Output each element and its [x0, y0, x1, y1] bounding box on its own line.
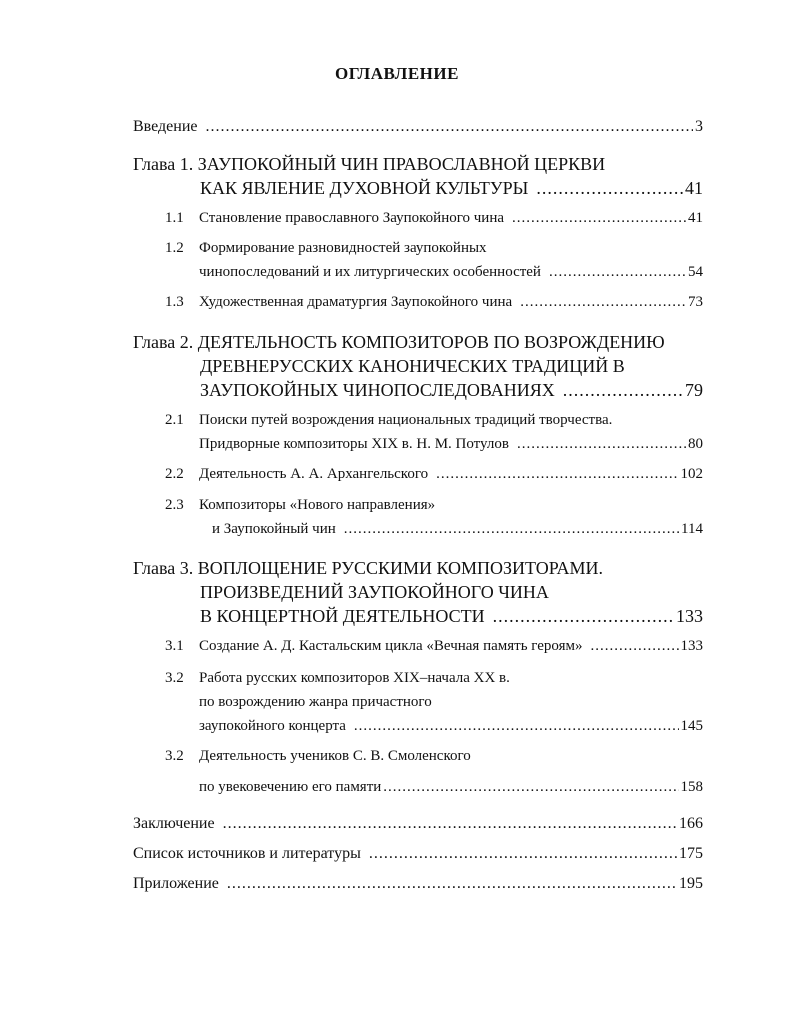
toc-section-2-3-end[interactable] — [212, 521, 703, 543]
toc-entry-intro[interactable] — [133, 118, 703, 140]
chapter-3-title-line-2: ПРОИЗВЕДЕНИЙ ЗАУПОКОЙНОГО ЧИНА — [200, 582, 549, 602]
dot-leader — [223, 815, 677, 833]
toc-section-1-2-heading[interactable] — [165, 240, 487, 262]
page-number: 166 — [679, 815, 703, 832]
section-title-line-3: заупокойного концерта — [199, 718, 346, 734]
page-number: 41 — [688, 210, 703, 226]
section-number: 3.1 — [165, 638, 184, 654]
chapter-title-line-2: КАК ЯВЛЕНИЕ ДУХОВНОЙ КУЛЬТУРЫ — [200, 178, 529, 198]
chapter-title-line-1: ДЕЯТЕЛЬНОСТЬ КОМПОЗИТОРОВ ПО ВОЗРОЖДЕНИЮ — [197, 332, 665, 352]
chapter-number: Глава 2. — [133, 332, 194, 352]
toc-section-3-2-heading[interactable] — [165, 670, 510, 692]
page-number: 102 — [680, 466, 703, 482]
toc-entry-appendix[interactable] — [133, 875, 703, 897]
chapter-1-title-end[interactable] — [200, 178, 703, 200]
entry-text: Заключение — [133, 815, 215, 832]
toc-section-1-3[interactable] — [165, 294, 703, 316]
section-title-line-1: Работа русских композиторов XIX–начала XX в. — [199, 670, 510, 686]
page-title: ОГЛАВЛЕНИЕ — [335, 64, 459, 83]
page-number: 158 — [680, 779, 703, 795]
section-title-line-2: Придворные композиторы XIX в. Н. М. Потулов — [199, 436, 509, 452]
page-number: 195 — [679, 875, 703, 892]
page-number: 80 — [688, 436, 703, 452]
dot-leader — [520, 294, 686, 311]
page-number: 114 — [681, 521, 703, 537]
dot-leader — [591, 638, 679, 655]
chapter-title-line-1: ВОПЛОЩЕНИЕ РУССКИМИ КОМПОЗИТОРАМИ. — [197, 558, 604, 578]
section-title: Становление православного Заупокойного чина — [199, 210, 505, 226]
dot-leader — [369, 845, 677, 863]
toc-section-3-2-line-2: по возрождению жанра причастного — [199, 694, 432, 710]
dot-leader — [227, 875, 677, 893]
page-number: 73 — [688, 294, 703, 310]
dot-leader — [436, 466, 678, 483]
page-number: 54 — [688, 264, 703, 280]
section-number: 2.3 — [165, 497, 184, 513]
chapter-number: Глава 3. — [133, 558, 194, 578]
dot-leader — [493, 606, 674, 627]
dot-leader — [383, 779, 678, 796]
section-number: 1.3 — [165, 294, 184, 310]
page-number: 145 — [680, 718, 703, 734]
dot-leader — [563, 380, 683, 401]
section-title: Деятельность А. А. Архангельского — [199, 466, 429, 482]
chapter-title-line-1: ЗАУПОКОЙНЫЙ ЧИН ПРАВОСЛАВНОЙ ЦЕРКВИ — [197, 154, 606, 174]
chapter-1-heading[interactable] — [133, 154, 605, 176]
toc-section-2-1-end[interactable] — [199, 436, 703, 458]
section-number: 2.2 — [165, 466, 184, 482]
dot-leader — [549, 264, 686, 281]
chapter-number: Глава 1. — [133, 154, 194, 174]
page-number: 175 — [679, 845, 703, 862]
toc-entry-conclusion[interactable] — [133, 815, 703, 837]
section-number: 3.2 — [165, 670, 184, 686]
section-title: Создание А. Д. Кастальским цикла «Вечная память героям» — [199, 638, 583, 654]
entry-text: Введение — [133, 118, 198, 135]
toc-section-1-1[interactable] — [165, 210, 703, 232]
chapter-3-heading[interactable] — [133, 558, 603, 580]
chapter-2-heading[interactable] — [133, 332, 665, 354]
page-number: 133 — [680, 638, 703, 654]
section-title-line-2: и Заупокойный чин — [212, 521, 336, 537]
dot-leader — [206, 118, 694, 136]
dot-leader — [536, 178, 683, 199]
toc-section-1-2-end[interactable] — [199, 264, 703, 286]
entry-text: Приложение — [133, 875, 219, 892]
toc-section-3-2-end[interactable] — [199, 718, 703, 740]
toc-section-2-2[interactable] — [165, 466, 703, 488]
chapter-2-title-line-2: ДРЕВНЕРУССКИХ КАНОНИЧЕСКИХ ТРАДИЦИЙ В — [200, 356, 625, 376]
section-title-line-1: Композиторы «Нового направления» — [199, 497, 436, 513]
page-number: 3 — [695, 118, 703, 135]
section-title-line-2: по увековечению его памяти — [199, 779, 382, 795]
entry-text: Список источников и литературы — [133, 845, 361, 862]
section-title: Художественная драматургия Заупокойного чина — [199, 294, 513, 310]
chapter-3-title-end[interactable] — [200, 606, 703, 628]
toc-section-3-2b-heading[interactable] — [165, 748, 471, 770]
section-title-line-2: чинопоследований и их литургических особенностей — [199, 264, 541, 280]
dot-leader — [354, 718, 679, 735]
toc-section-2-3-heading[interactable] — [165, 497, 435, 519]
toc-section-3-2b-end[interactable] — [199, 779, 703, 801]
page-number: 41 — [685, 178, 703, 198]
page-number: 133 — [676, 606, 703, 626]
toc-section-2-1-heading[interactable] — [165, 412, 612, 434]
toc-section-3-1[interactable] — [165, 638, 703, 660]
chapter-title-line-3: В КОНЦЕРТНОЙ ДЕЯТЕЛЬНОСТИ — [200, 606, 485, 626]
dot-leader — [517, 436, 686, 453]
section-number: 1.1 — [165, 210, 184, 226]
section-number: 3.2 — [165, 748, 184, 764]
chapter-2-title-end[interactable] — [200, 380, 703, 402]
section-title-line-1: Деятельность учеников С. В. Смоленского — [199, 748, 471, 764]
toc-entry-sources[interactable] — [133, 845, 703, 867]
section-title-line-1: Формирование разновидностей заупокойных — [199, 240, 487, 256]
section-number: 2.1 — [165, 412, 184, 428]
dot-leader — [344, 521, 679, 538]
section-title-line-1: Поиски путей возрождения национальных традиций творчества. — [199, 412, 613, 428]
page-number: 79 — [685, 380, 703, 400]
chapter-title-line-3: ЗАУПОКОЙНЫХ ЧИНОПОСЛЕДОВАНИЯХ — [200, 380, 555, 400]
section-number: 1.2 — [165, 240, 184, 256]
dot-leader — [512, 210, 686, 227]
